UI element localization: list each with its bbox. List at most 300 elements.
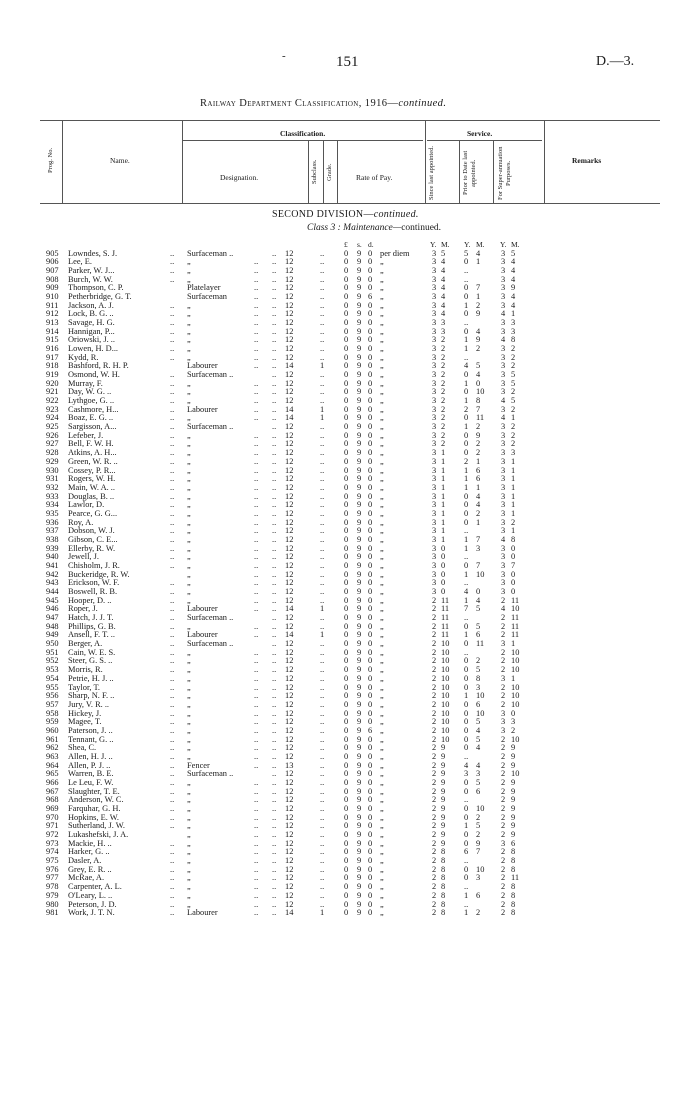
leader-dots: .. bbox=[254, 604, 259, 614]
table-row bbox=[0, 597, 700, 606]
since-years: 3 bbox=[432, 474, 437, 484]
prog-no: 970 bbox=[46, 812, 59, 822]
pay-pence: 0 bbox=[368, 248, 373, 258]
subclass: 14 bbox=[285, 908, 294, 918]
super-months: 3 bbox=[511, 448, 516, 458]
leader-dots: .. bbox=[170, 560, 175, 570]
leader-dots: .. bbox=[272, 569, 277, 579]
leader-dots: .. bbox=[170, 639, 175, 649]
table-row bbox=[0, 423, 700, 432]
leader-dots: .. bbox=[254, 665, 259, 675]
header-service: Service. bbox=[467, 129, 493, 138]
super-months: 9 bbox=[511, 786, 516, 796]
grade: .. bbox=[320, 760, 325, 770]
prior-years: 0 bbox=[464, 743, 469, 753]
since-years: 3 bbox=[432, 309, 437, 319]
pay-rate-unit: „ bbox=[380, 743, 384, 753]
super-years: 2 bbox=[501, 613, 506, 623]
unit-years: Y. bbox=[500, 240, 507, 249]
leader-dots: .. bbox=[272, 673, 277, 683]
super-months: 8 bbox=[511, 890, 516, 900]
pay-pounds: 0 bbox=[344, 422, 349, 432]
designation: „ bbox=[187, 621, 191, 631]
pay-pounds: 0 bbox=[344, 621, 349, 631]
grade: .. bbox=[320, 465, 325, 475]
prior-years: 1 bbox=[464, 691, 469, 701]
super-months: 10 bbox=[511, 665, 520, 675]
employee-name: Roper, J. bbox=[68, 604, 98, 614]
prior-years: .. bbox=[464, 526, 469, 536]
prior-years: 2 bbox=[464, 456, 469, 466]
leader-dots: .. bbox=[254, 517, 259, 527]
pay-rate-unit: „ bbox=[380, 378, 384, 388]
since-months: 1 bbox=[441, 500, 446, 510]
prior-months: 5 bbox=[476, 734, 481, 744]
grade: .. bbox=[320, 847, 325, 857]
leader-dots: .. bbox=[254, 760, 259, 770]
pay-shillings: 9 bbox=[357, 804, 362, 814]
col-divider bbox=[323, 141, 324, 204]
leader-dots: .. bbox=[254, 560, 259, 570]
pay-shillings: 9 bbox=[357, 604, 362, 614]
grade: .. bbox=[320, 699, 325, 709]
prior-years: .. bbox=[464, 552, 469, 562]
pay-pence: 0 bbox=[368, 413, 373, 423]
leader-dots: .. bbox=[272, 465, 277, 475]
since-years: 3 bbox=[432, 500, 437, 510]
pay-pounds: 0 bbox=[344, 804, 349, 814]
pay-shillings: 9 bbox=[357, 725, 362, 735]
pay-pounds: 0 bbox=[344, 361, 349, 371]
employee-name: Hooper, D. .. bbox=[68, 595, 112, 605]
leader-dots: .. bbox=[272, 743, 277, 753]
leader-dots: .. bbox=[170, 274, 175, 284]
leader-dots: .. bbox=[272, 343, 277, 353]
leader-dots: .. bbox=[170, 682, 175, 692]
leader-dots: .. bbox=[170, 786, 175, 796]
prior-years: 2 bbox=[464, 404, 469, 414]
since-months: 8 bbox=[441, 856, 446, 866]
pay-pence: 0 bbox=[368, 630, 373, 640]
super-years: 3 bbox=[501, 560, 506, 570]
super-months: 2 bbox=[511, 517, 516, 527]
leader-dots: .. bbox=[170, 856, 175, 866]
prog-no: 963 bbox=[46, 751, 59, 761]
since-years: 2 bbox=[432, 665, 437, 675]
pay-pounds: 0 bbox=[344, 474, 349, 484]
pay-pence: 0 bbox=[368, 639, 373, 649]
prior-years: 1 bbox=[464, 474, 469, 484]
since-months: 10 bbox=[441, 639, 450, 649]
leader-dots: .. bbox=[254, 647, 259, 657]
since-years: 3 bbox=[432, 343, 437, 353]
prior-years: 0 bbox=[464, 291, 469, 301]
grade: .. bbox=[320, 265, 325, 275]
subclass: 12 bbox=[285, 560, 294, 570]
super-months: 1 bbox=[511, 482, 516, 492]
prior-months: 8 bbox=[476, 396, 481, 406]
super-months: 1 bbox=[511, 508, 516, 518]
prior-years: 0 bbox=[464, 560, 469, 570]
leader-dots: .. bbox=[272, 760, 277, 770]
prior-years: 1 bbox=[464, 422, 469, 432]
pay-pounds: 0 bbox=[344, 343, 349, 353]
prog-no: 930 bbox=[46, 465, 59, 475]
leader-dots: .. bbox=[170, 578, 175, 588]
pay-shillings: 9 bbox=[357, 864, 362, 874]
prior-months: 2 bbox=[476, 343, 481, 353]
employee-name: Savage, H. G. bbox=[68, 317, 115, 327]
leader-dots: .. bbox=[170, 673, 175, 683]
leader-dots: .. bbox=[254, 578, 259, 588]
prog-no: 914 bbox=[46, 326, 59, 336]
grade: .. bbox=[320, 864, 325, 874]
leader-dots: .. bbox=[272, 448, 277, 458]
unit-years: Y. bbox=[464, 240, 471, 249]
grade: .. bbox=[320, 396, 325, 406]
grade: .. bbox=[320, 257, 325, 267]
leader-dots: .. bbox=[272, 317, 277, 327]
leader-dots: .. bbox=[272, 908, 277, 918]
designation: „ bbox=[187, 534, 191, 544]
leader-dots: .. bbox=[254, 873, 259, 883]
super-years: 3 bbox=[501, 422, 506, 432]
pay-pounds: 0 bbox=[344, 777, 349, 787]
prog-no: 942 bbox=[46, 569, 59, 579]
subclass: 12 bbox=[285, 621, 294, 631]
super-months: 4 bbox=[511, 274, 516, 284]
pay-pounds: 0 bbox=[344, 291, 349, 301]
table-row bbox=[0, 510, 700, 519]
leader-dots: .. bbox=[254, 899, 259, 909]
employee-name: Lowndes, S. J. bbox=[68, 248, 118, 258]
prior-months: 2 bbox=[476, 908, 481, 918]
grade: .. bbox=[320, 317, 325, 327]
subclass: 14 bbox=[285, 604, 294, 614]
prior-years: 1 bbox=[464, 482, 469, 492]
leader-dots: .. bbox=[170, 621, 175, 631]
leader-dots: .. bbox=[254, 630, 259, 640]
employee-name: Sharp, N. F. .. bbox=[68, 691, 115, 701]
leader-dots: .. bbox=[254, 552, 259, 562]
designation: „ bbox=[187, 482, 191, 492]
since-years: 2 bbox=[432, 743, 437, 753]
since-months: 8 bbox=[441, 873, 446, 883]
pay-pence: 0 bbox=[368, 326, 373, 336]
prog-no: 907 bbox=[46, 265, 59, 275]
prior-years: .. bbox=[464, 899, 469, 909]
pay-shillings: 9 bbox=[357, 257, 362, 267]
pay-pounds: 0 bbox=[344, 517, 349, 527]
prior-years: 1 bbox=[464, 465, 469, 475]
employee-name: Boaz, E. G. .. bbox=[68, 413, 114, 423]
leader-dots: .. bbox=[170, 873, 175, 883]
employee-name: Jewell, J. bbox=[68, 552, 99, 562]
leader-dots: .. bbox=[254, 725, 259, 735]
leader-dots: .. bbox=[170, 908, 175, 918]
super-months: 1 bbox=[511, 491, 516, 501]
since-months: 0 bbox=[441, 569, 446, 579]
leader-dots: .. bbox=[254, 343, 259, 353]
pay-pence: 0 bbox=[368, 448, 373, 458]
super-years: 2 bbox=[501, 856, 506, 866]
super-months: 8 bbox=[511, 856, 516, 866]
pay-shillings: 9 bbox=[357, 343, 362, 353]
employee-name: Green, W. R. .. bbox=[68, 456, 118, 466]
since-months: 3 bbox=[441, 317, 446, 327]
employee-name: Lock, B. G. .. bbox=[68, 309, 114, 319]
super-years: 2 bbox=[501, 873, 506, 883]
subclass: 12 bbox=[285, 665, 294, 675]
prior-months: 5 bbox=[476, 821, 481, 831]
since-months: 9 bbox=[441, 838, 446, 848]
prior-months: 4 bbox=[476, 326, 481, 336]
pay-rate-unit: „ bbox=[380, 708, 384, 718]
prog-no: 933 bbox=[46, 491, 59, 501]
leader-dots: .. bbox=[254, 890, 259, 900]
subclass: 12 bbox=[285, 656, 294, 666]
pay-rate-unit: „ bbox=[380, 786, 384, 796]
pay-shillings: 9 bbox=[357, 786, 362, 796]
pay-rate-unit: „ bbox=[380, 751, 384, 761]
leader-dots: .. bbox=[272, 890, 277, 900]
super-months: 2 bbox=[511, 430, 516, 440]
leader-dots: .. bbox=[272, 769, 277, 779]
pay-pounds: 0 bbox=[344, 751, 349, 761]
leader-dots: .. bbox=[272, 838, 277, 848]
pay-pence: 0 bbox=[368, 604, 373, 614]
since-years: 2 bbox=[432, 595, 437, 605]
pay-rate-unit: „ bbox=[380, 439, 384, 449]
super-years: 2 bbox=[501, 899, 506, 909]
super-years: 2 bbox=[501, 734, 506, 744]
leader-dots: .. bbox=[272, 795, 277, 805]
designation: „ bbox=[187, 647, 191, 657]
super-months: 3 bbox=[511, 717, 516, 727]
pay-pounds: 0 bbox=[344, 248, 349, 258]
super-years: 2 bbox=[501, 760, 506, 770]
employee-name: Chisholm, J. R. bbox=[68, 560, 120, 570]
pay-rate-unit: „ bbox=[380, 309, 384, 319]
since-years: 3 bbox=[432, 352, 437, 362]
pay-rate-unit: „ bbox=[380, 257, 384, 267]
prior-months: 3 bbox=[476, 873, 481, 883]
subclass: 12 bbox=[285, 673, 294, 683]
subclass: 12 bbox=[285, 343, 294, 353]
pay-pence: 0 bbox=[368, 300, 373, 310]
prior-months: 2 bbox=[476, 422, 481, 432]
leader-dots: .. bbox=[254, 456, 259, 466]
super-months: 9 bbox=[511, 751, 516, 761]
since-months: 2 bbox=[441, 335, 446, 345]
header-classification: Classification. bbox=[280, 129, 326, 138]
pay-shillings: 9 bbox=[357, 890, 362, 900]
prior-months: 6 bbox=[476, 465, 481, 475]
pay-pounds: 0 bbox=[344, 508, 349, 518]
employee-name: Petrie, H. J. .. bbox=[68, 673, 114, 683]
designation: Labourer bbox=[187, 630, 218, 640]
table-row bbox=[0, 345, 700, 354]
super-years: 3 bbox=[501, 517, 506, 527]
employee-name: Douglas, B. .. bbox=[68, 491, 115, 501]
leader-dots: .. bbox=[254, 830, 259, 840]
super-years: 2 bbox=[501, 804, 506, 814]
pay-shillings: 9 bbox=[357, 665, 362, 675]
prior-months: 7 bbox=[476, 534, 481, 544]
pay-shillings: 9 bbox=[357, 396, 362, 406]
since-years: 2 bbox=[432, 699, 437, 709]
pay-shillings: 9 bbox=[357, 821, 362, 831]
pay-rate-unit: „ bbox=[380, 413, 384, 423]
designation: „ bbox=[187, 587, 191, 597]
prior-years: 0 bbox=[464, 804, 469, 814]
super-years: 2 bbox=[501, 812, 506, 822]
prog-no: 969 bbox=[46, 804, 59, 814]
header-subclass: Subclass. bbox=[311, 159, 318, 185]
since-years: 3 bbox=[432, 508, 437, 518]
super-years: 3 bbox=[501, 587, 506, 597]
pay-pounds: 0 bbox=[344, 587, 349, 597]
prior-years: 1 bbox=[464, 343, 469, 353]
grade: 1 bbox=[320, 404, 325, 414]
leader-dots: .. bbox=[170, 838, 175, 848]
prior-years: 4 bbox=[464, 361, 469, 371]
designation: „ bbox=[187, 751, 191, 761]
prior-months: 6 bbox=[476, 474, 481, 484]
designation: „ bbox=[187, 517, 191, 527]
pay-pence: 0 bbox=[368, 560, 373, 570]
pay-rate-unit: „ bbox=[380, 387, 384, 397]
prior-years: 0 bbox=[464, 639, 469, 649]
since-years: 3 bbox=[432, 526, 437, 536]
table-row bbox=[0, 909, 700, 918]
employee-name: Paterson, J. .. bbox=[68, 725, 113, 735]
leader-dots: .. bbox=[272, 552, 277, 562]
pay-pence: 0 bbox=[368, 760, 373, 770]
super-months: 11 bbox=[511, 873, 520, 883]
leader-dots: .. bbox=[254, 335, 259, 345]
super-years: 2 bbox=[501, 847, 506, 857]
super-months: 0 bbox=[511, 578, 516, 588]
employee-name: Allen, H. J. .. bbox=[68, 751, 113, 761]
super-years: 3 bbox=[501, 673, 506, 683]
super-years: 3 bbox=[501, 639, 506, 649]
pay-pence: 0 bbox=[368, 838, 373, 848]
grade: .. bbox=[320, 283, 325, 293]
leader-dots: .. bbox=[254, 882, 259, 892]
since-months: 1 bbox=[441, 448, 446, 458]
subclass: 12 bbox=[285, 543, 294, 553]
super-years: 3 bbox=[501, 300, 506, 310]
pay-rate-unit: „ bbox=[380, 899, 384, 909]
leader-dots: .. bbox=[254, 751, 259, 761]
leader-dots: .. bbox=[170, 821, 175, 831]
since-years: 3 bbox=[432, 378, 437, 388]
super-years: 2 bbox=[501, 682, 506, 692]
pay-rate-unit: „ bbox=[380, 534, 384, 544]
pay-rate-unit: „ bbox=[380, 456, 384, 466]
super-years: 3 bbox=[501, 456, 506, 466]
grade: 1 bbox=[320, 413, 325, 423]
table-row bbox=[0, 371, 700, 380]
super-years: 2 bbox=[501, 830, 506, 840]
grade: .. bbox=[320, 613, 325, 623]
since-years: 2 bbox=[432, 804, 437, 814]
prior-years: 1 bbox=[464, 300, 469, 310]
subclass: 12 bbox=[285, 743, 294, 753]
super-months: 10 bbox=[511, 769, 520, 779]
unit-pence: d. bbox=[368, 240, 374, 249]
header-designation: Designation. bbox=[220, 173, 259, 182]
leader-dots: .. bbox=[170, 777, 175, 787]
pay-shillings: 9 bbox=[357, 378, 362, 388]
leader-dots: .. bbox=[272, 387, 277, 397]
leader-dots: .. bbox=[170, 491, 175, 501]
leader-dots: .. bbox=[170, 404, 175, 414]
subclass: 12 bbox=[285, 821, 294, 831]
since-years: 2 bbox=[432, 639, 437, 649]
prog-no: 909 bbox=[46, 283, 59, 293]
pay-rate-unit: „ bbox=[380, 621, 384, 631]
table-row bbox=[0, 866, 700, 875]
designation: Labourer bbox=[187, 604, 218, 614]
subclass: 12 bbox=[285, 882, 294, 892]
super-months: 4 bbox=[511, 257, 516, 267]
super-months: 2 bbox=[511, 361, 516, 371]
pay-pence: 0 bbox=[368, 370, 373, 380]
employee-name: Phillips, G. B. bbox=[68, 621, 116, 631]
pay-pounds: 0 bbox=[344, 404, 349, 414]
super-months: 3 bbox=[511, 326, 516, 336]
super-months: 10 bbox=[511, 656, 520, 666]
prog-no: 924 bbox=[46, 413, 59, 423]
since-months: 2 bbox=[441, 370, 446, 380]
pay-rate-unit: „ bbox=[380, 821, 384, 831]
subclass: 12 bbox=[285, 725, 294, 735]
super-years: 2 bbox=[501, 786, 506, 796]
pay-shillings: 9 bbox=[357, 682, 362, 692]
subclass: 12 bbox=[285, 890, 294, 900]
pay-rate-unit: „ bbox=[380, 587, 384, 597]
pay-pounds: 0 bbox=[344, 265, 349, 275]
pay-shillings: 9 bbox=[357, 404, 362, 414]
pay-rate-unit: „ bbox=[380, 265, 384, 275]
employee-name: Lefeber, J. bbox=[68, 430, 104, 440]
grade: .. bbox=[320, 786, 325, 796]
pay-shillings: 9 bbox=[357, 595, 362, 605]
pay-pence: 0 bbox=[368, 491, 373, 501]
subclass: 12 bbox=[285, 864, 294, 874]
pay-rate-unit: „ bbox=[380, 665, 384, 675]
subclass: 14 bbox=[285, 630, 294, 640]
super-months: 1 bbox=[511, 413, 516, 423]
subclass: 12 bbox=[285, 751, 294, 761]
pay-pence: 0 bbox=[368, 786, 373, 796]
prog-no: 962 bbox=[46, 743, 59, 753]
prog-no: 934 bbox=[46, 500, 59, 510]
table-row bbox=[0, 631, 700, 640]
prior-months: 6 bbox=[476, 786, 481, 796]
prior-months: 2 bbox=[476, 830, 481, 840]
subclass: 12 bbox=[285, 578, 294, 588]
pay-pounds: 0 bbox=[344, 899, 349, 909]
since-years: 2 bbox=[432, 856, 437, 866]
since-years: 2 bbox=[432, 777, 437, 787]
super-years: 3 bbox=[501, 717, 506, 727]
designation: Surfaceman .. bbox=[187, 639, 234, 649]
since-months: 1 bbox=[441, 456, 446, 466]
grade: 1 bbox=[320, 604, 325, 614]
